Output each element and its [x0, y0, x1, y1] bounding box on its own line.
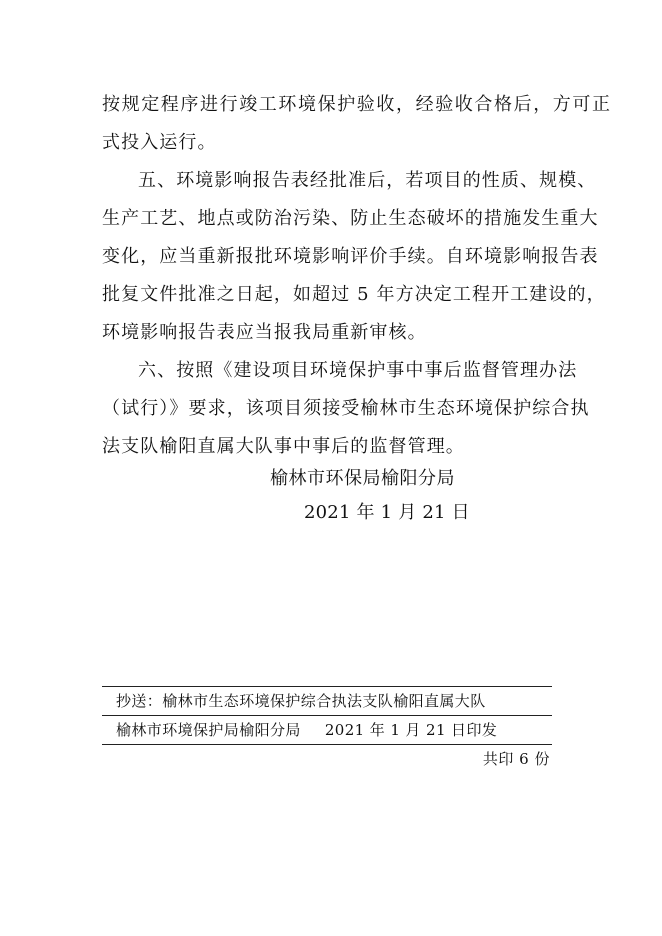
distribution-table — [102, 686, 552, 745]
issue-date-text: 2021 年 1 月 21 日印发 — [324, 721, 498, 739]
paragraph-line: 式投入运行。 — [102, 132, 217, 153]
cc-text: 抄送：榆林市生态环境保护综合执法支队榆阳直属大队 — [116, 692, 486, 710]
paragraph-line: （试行）》要求，该项目须接受榆林市生态环境保护综合执 — [102, 398, 590, 419]
body-text — [102, 86, 612, 466]
cc-row — [102, 687, 552, 715]
paragraph-line: 按规定程序进行竣工环境保护验收，经验收合格后，方可正 — [102, 94, 612, 115]
paragraph-line: 六、按照《建设项目环境保护事中事后监督管理办法 — [138, 360, 578, 381]
copies-count: 共印 6 份 — [482, 750, 550, 768]
paragraph-line: 批复文件批准之日起，如超过 5 年方决定工程开工建设的， — [102, 284, 606, 305]
divider — [102, 744, 552, 745]
paragraph-line: 环境影响报告表应当报我局重新审核。 — [102, 322, 427, 343]
paragraph-line: 变化，应当重新报批环境影响评价手续。自环境影响报告表 — [102, 246, 599, 267]
issuer-text: 榆林市环境保护局榆阳分局 — [116, 721, 301, 739]
signature-block — [270, 462, 470, 530]
paragraph-line: 五、环境影响报告表经批准后，若项目的性质、规模、 — [138, 170, 597, 191]
signature-org: 榆林市环保局榆阳分局 — [270, 468, 455, 489]
paragraph-line: 生产工艺、地点或防治污染、防止生态破坏的措施发生重大 — [102, 208, 599, 229]
paragraph-line: 法支队榆阳直属大队事中事后的监督管理。 — [102, 436, 465, 457]
issuer-row — [102, 716, 552, 744]
signature-date: 2021 年 1 月 21 日 — [304, 502, 470, 523]
